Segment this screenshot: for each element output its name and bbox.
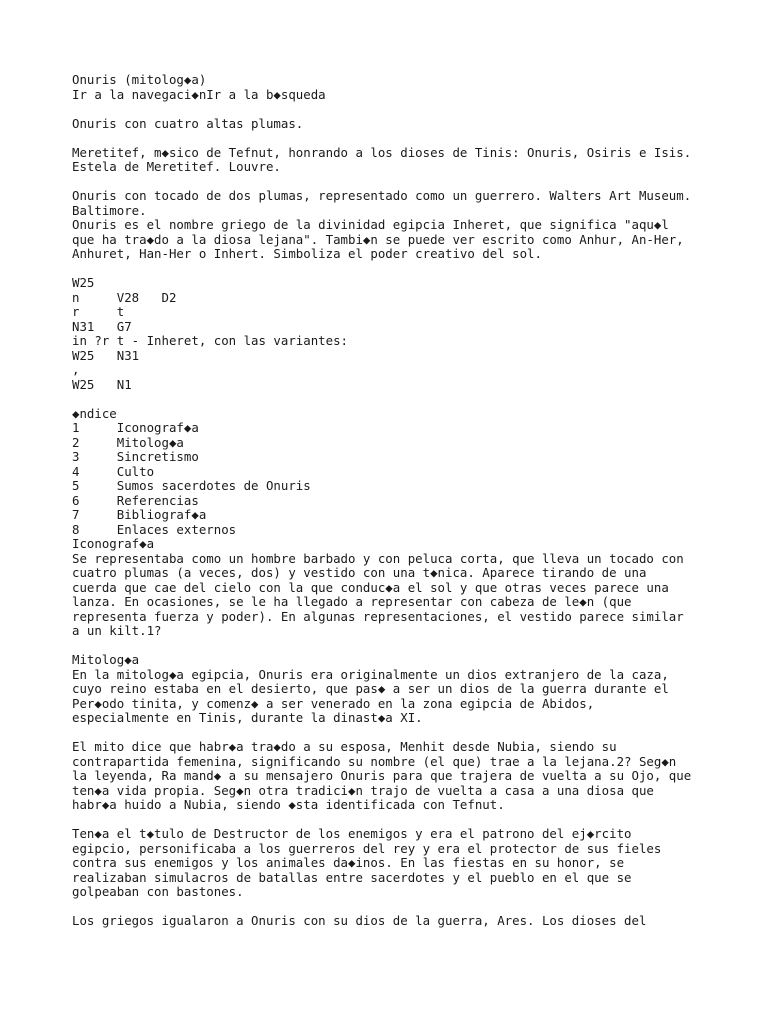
text-line: N31 G7 [72, 318, 132, 334]
text-line: En la mitolog◆a egipcia, Onuris era originalmente un dios extranjero de la caza, [72, 666, 669, 682]
text-line: 3 Sincretismo [72, 449, 199, 464]
text-line: que ha tra◆do a la diosa lejana". Tambi◆n se puede ver escrito como Anhur, An-Her, [72, 231, 684, 247]
text-line: Anhuret, Han-Her o Inhert. Simboliza el poder creativo del sol. [72, 246, 542, 261]
text-line: Ten◆a el t◆tulo de Destructor de los enemigos y era el patrono del ej◆rcito [72, 826, 632, 841]
text-line [72, 900, 732, 915]
text-line: Meretitef, m◆sico de Tefnut, honrando a los dioses de Tinis: Onuris, Osiris e Isis. [72, 144, 692, 160]
text-line: Los griegos igualaron a Onuris con su dios de la guerra, Ares. Los dioses del [72, 913, 647, 928]
text-line: 7 Bibliograf◆a [72, 507, 207, 522]
text-line: Baltimore. [72, 202, 147, 218]
text-line [72, 726, 732, 741]
text-line [72, 262, 732, 277]
text-line: Per◆odo tinita, y comenz◆ a ser venerado en la zona egipcia de Abidos, [72, 695, 595, 711]
text-line: la leyenda, Ra mand◆ a su mensajero Onuris para que trajera de vuelta a su Ojo, que [72, 768, 692, 783]
text-line: 8 Enlaces externos [72, 521, 237, 537]
text-line: egipcio, personificaba a los guerreros del rey y era el protector de sus fieles [72, 840, 662, 856]
text-line: 5 Sumos sacerdotes de Onuris [72, 478, 311, 493]
text-line [72, 131, 732, 146]
text-line: W25 N1 [72, 376, 132, 392]
text-line: especialmente en Tinis, durante la dinast◆a XI. [72, 710, 423, 725]
text-line: Iconograf◆a [72, 536, 155, 551]
text-line [72, 175, 732, 190]
text-line: Onuris con tocado de dos plumas, representado como un guerrero. Walters Art Museum. [72, 188, 692, 203]
text-line: contrapartida femenina, significando su nombre (el que) trae a la lejana.2? Seg◆n [72, 753, 677, 769]
text-line: Estela de Meretitef. Louvre. [72, 159, 281, 174]
document-text [72, 73, 732, 929]
text-line: a un kilt.1? [72, 623, 162, 638]
text-line: ◆ndice [72, 405, 117, 421]
text-line: Mitolog◆a [72, 652, 140, 667]
text-line: n V28 D2 [72, 289, 177, 305]
text-line: realizaban simulacros de batallas entre sacerdotes y el pueblo en el que se [72, 869, 632, 885]
text-line: cuatro plumas (a veces, dos) y vestido con una t◆nica. Aparece tirando de una [72, 565, 647, 580]
text-line: cuerda que cae del cielo con la que conduc◆a el sol y que otras veces parece una [72, 579, 669, 595]
text-line: Se representaba como un hombre barbado y con peluca corta, que lleva un tocado con [72, 550, 684, 566]
text-line [72, 102, 732, 117]
text-line: W25 N31 [72, 347, 140, 363]
text-line [72, 639, 732, 654]
text-line: Onuris con cuatro altas plumas. [72, 115, 304, 131]
text-line: r t [72, 304, 125, 319]
text-line: 1 Iconograf◆a [72, 420, 199, 435]
text-line: contra sus enemigos y los animales da◆inos. En las fiestas en su honor, se [72, 855, 625, 870]
text-line: 2 Mitolog◆a [72, 434, 184, 450]
text-line: habr◆a huido a Nubia, siendo ◆sta identificada con Tefnut. [72, 797, 505, 812]
text-line: El mito dice que habr◆a tra◆do a su esposa, Menhit desde Nubia, siendo su [72, 739, 617, 754]
text-line: representa fuerza y poder). En algunas representaciones, el vestido parece similar [72, 608, 684, 624]
text-line: ten◆a vida propia. Seg◆n otra tradici◆n trajo de vuelta a casa a una diosa que [72, 782, 654, 798]
text-line: 4 Culto [72, 463, 155, 479]
text-line: Onuris es el nombre griego de la divinidad egipcia Inheret, que significa "aqu◆l [72, 217, 669, 232]
text-line: 6 Referencias [72, 492, 199, 508]
text-line: W25 [72, 275, 95, 290]
text-line: golpeaban con bastones. [72, 884, 244, 899]
text-line [72, 392, 732, 407]
text-line [72, 813, 732, 828]
text-line: lanza. En ocasiones, se le ha llegado a representar con cabeza de le◆n (que [72, 594, 632, 609]
text-line: , [72, 362, 80, 377]
text-line: cuyo reino estaba en el desierto, que pas◆ a ser un dios de la guerra durante el [72, 681, 669, 696]
text-line: Ir a la navegaci◆nIr a la b◆squeda [72, 86, 326, 102]
text-line: Onuris (mitolog◆a) [72, 72, 207, 87]
text-line: in ?r t - Inheret, con las variantes: [72, 333, 349, 348]
